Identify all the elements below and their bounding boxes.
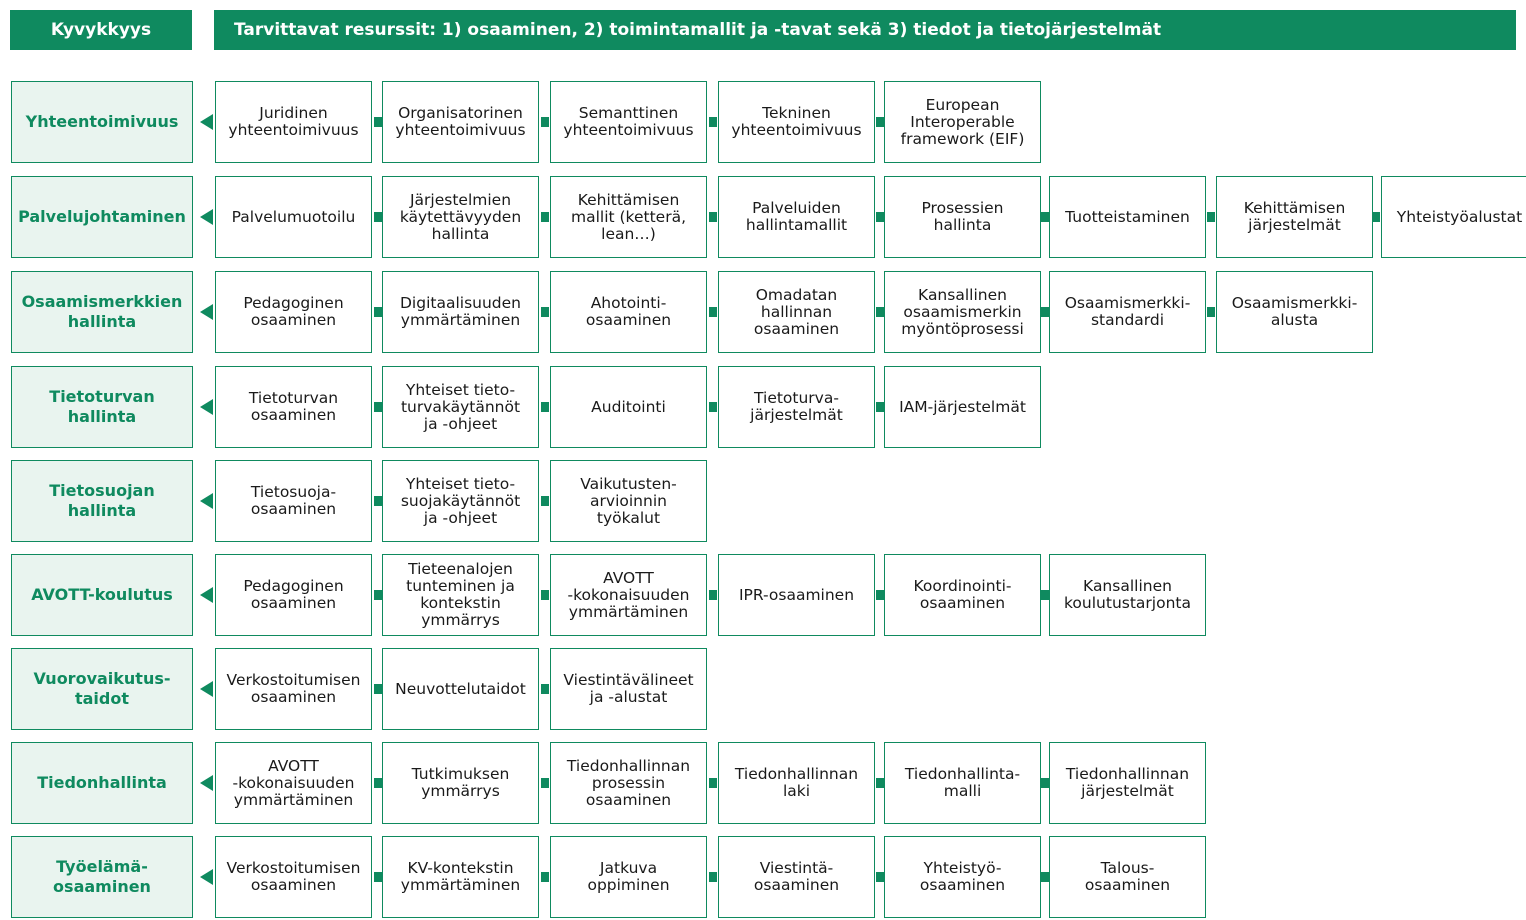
resource-box: Kehittämisen järjestelmät xyxy=(1216,176,1373,258)
connector xyxy=(541,117,549,127)
resource-box: Tekninen yhteentoimivuus xyxy=(718,81,875,163)
connector xyxy=(1041,872,1049,882)
connector xyxy=(709,307,717,317)
resource-box: Osaamismerkki- standardi xyxy=(1049,271,1206,353)
resource-box: Tietoturva- järjestelmät xyxy=(718,366,875,448)
connector xyxy=(374,307,382,317)
resource-box: Neuvottelutaidot xyxy=(382,648,539,730)
arrow-left-icon xyxy=(200,493,213,509)
capability-label: Tietosuojan hallinta xyxy=(11,460,193,542)
connector xyxy=(541,496,549,506)
connector xyxy=(541,778,549,788)
arrow-left-icon xyxy=(200,775,213,791)
resource-box: Pedagoginen osaaminen xyxy=(215,271,372,353)
resource-box: Yhteistyö- osaaminen xyxy=(884,836,1041,918)
header-capability: Kyvykkyys xyxy=(10,10,192,50)
resource-box: Tiedonhallinta- malli xyxy=(884,742,1041,824)
arrow-left-icon xyxy=(200,304,213,320)
connector xyxy=(709,212,717,222)
capability-label: Työelämä- osaaminen xyxy=(11,836,193,918)
connector xyxy=(1207,307,1215,317)
resource-box: Tiedonhallinnan järjestelmät xyxy=(1049,742,1206,824)
resource-box: Kansallinen osaamismerkin myöntöprosessi xyxy=(884,271,1041,353)
resource-box: Viestintävälineet ja -alustat xyxy=(550,648,707,730)
resource-box: Palvelumuotoilu xyxy=(215,176,372,258)
resource-box: Tiedonhallinnan laki xyxy=(718,742,875,824)
arrow-left-icon xyxy=(200,869,213,885)
resource-box: Yhteiset tieto- turvakäytännöt ja -ohjeet xyxy=(382,366,539,448)
resource-box: KV-kontekstin ymmärtäminen xyxy=(382,836,539,918)
resource-box: Verkostoitumisen osaaminen xyxy=(215,648,372,730)
resource-box: Osaamismerkki- alusta xyxy=(1216,271,1373,353)
header-resources: Tarvittavat resurssit: 1) osaaminen, 2) toimintamallit ja -tavat sekä 3) tiedot ja tietojärjestelmät xyxy=(214,10,1516,50)
connector xyxy=(709,872,717,882)
connector xyxy=(374,496,382,506)
resource-box: Järjestelmien käytettävyyden hallinta xyxy=(382,176,539,258)
connector xyxy=(541,590,549,600)
connector xyxy=(876,402,884,412)
connector xyxy=(876,212,884,222)
resource-box: Tietosuoja- osaaminen xyxy=(215,460,372,542)
resource-box: Prosessien hallinta xyxy=(884,176,1041,258)
capability-row xyxy=(0,554,1526,638)
connector xyxy=(541,684,549,694)
resource-box: Vaikutusten- arvioinnin työkalut xyxy=(550,460,707,542)
capability-row xyxy=(0,742,1526,826)
resource-box: AVOTT -kokonaisuuden ymmärtäminen xyxy=(215,742,372,824)
connector xyxy=(876,590,884,600)
connector xyxy=(709,402,717,412)
connector xyxy=(541,212,549,222)
resource-box: Auditointi xyxy=(550,366,707,448)
connector xyxy=(541,872,549,882)
connector xyxy=(876,778,884,788)
connector xyxy=(1207,212,1215,222)
resource-box: Organisatorinen yhteentoimivuus xyxy=(382,81,539,163)
resource-box: Pedagoginen osaaminen xyxy=(215,554,372,636)
connector xyxy=(709,778,717,788)
resource-box: Tiedonhallinnan prosessin osaaminen xyxy=(550,742,707,824)
capability-row xyxy=(0,648,1526,732)
capability-row xyxy=(0,836,1526,920)
capability-row xyxy=(0,271,1526,355)
resource-box: IPR-osaaminen xyxy=(718,554,875,636)
resource-box: European Interoperable framework (EIF) xyxy=(884,81,1041,163)
connector xyxy=(876,872,884,882)
capability-label: Vuorovaikutus- taidot xyxy=(11,648,193,730)
connector xyxy=(374,684,382,694)
arrow-left-icon xyxy=(200,587,213,603)
arrow-left-icon xyxy=(200,681,213,697)
capability-label: Palvelujohtaminen xyxy=(11,176,193,258)
capability-row xyxy=(0,176,1526,260)
connector xyxy=(374,117,382,127)
connector xyxy=(709,590,717,600)
resource-box: Ahotointi- osaaminen xyxy=(550,271,707,353)
resource-box: Tieteenalojen tunteminen ja kontekstin ymmärrys xyxy=(382,554,539,636)
connector xyxy=(1041,590,1049,600)
capability-label: Tiedonhallinta xyxy=(11,742,193,824)
resource-box: Jatkuva oppiminen xyxy=(550,836,707,918)
connector xyxy=(1041,778,1049,788)
resource-box: Juridinen yhteentoimivuus xyxy=(215,81,372,163)
resource-box: AVOTT -kokonaisuuden ymmärtäminen xyxy=(550,554,707,636)
connector xyxy=(374,778,382,788)
resource-box: Tietoturvan osaaminen xyxy=(215,366,372,448)
arrow-left-icon xyxy=(200,209,213,225)
connector xyxy=(374,590,382,600)
capability-row xyxy=(0,460,1526,544)
connector xyxy=(876,307,884,317)
resource-box: Tutkimuksen ymmärrys xyxy=(382,742,539,824)
resource-box: Kehittämisen mallit (ketterä, lean…) xyxy=(550,176,707,258)
connector xyxy=(541,402,549,412)
connector xyxy=(541,307,549,317)
resource-box: Yhteiset tieto- suojakäytännöt ja -ohjeet xyxy=(382,460,539,542)
capability-label: AVOTT-koulutus xyxy=(11,554,193,636)
connector xyxy=(374,402,382,412)
connector xyxy=(374,872,382,882)
connector xyxy=(876,117,884,127)
capability-label: Yhteentoimivuus xyxy=(11,81,193,163)
resource-box: Digitaalisuuden ymmärtäminen xyxy=(382,271,539,353)
resource-box: Omadatan hallinnan osaaminen xyxy=(718,271,875,353)
connector xyxy=(1372,212,1380,222)
resource-box: IAM-järjestelmät xyxy=(884,366,1041,448)
arrow-left-icon xyxy=(200,114,213,130)
resource-box: Verkostoitumisen osaaminen xyxy=(215,836,372,918)
resource-box: Viestintä- osaaminen xyxy=(718,836,875,918)
capability-row xyxy=(0,366,1526,450)
capability-label: Osaamismerkkien hallinta xyxy=(11,271,193,353)
resource-box: Yhteistyöalustat xyxy=(1381,176,1526,258)
resource-box: Kansallinen koulutustarjonta xyxy=(1049,554,1206,636)
capability-label: Tietoturvan hallinta xyxy=(11,366,193,448)
connector xyxy=(1041,307,1049,317)
resource-box: Palveluiden hallintamallit xyxy=(718,176,875,258)
resource-box: Semanttinen yhteentoimivuus xyxy=(550,81,707,163)
connector xyxy=(1041,212,1049,222)
resource-box: Talous- osaaminen xyxy=(1049,836,1206,918)
connector xyxy=(709,117,717,127)
connector xyxy=(374,212,382,222)
resource-box: Koordinointi- osaaminen xyxy=(884,554,1041,636)
capability-row xyxy=(0,81,1526,165)
arrow-left-icon xyxy=(200,399,213,415)
resource-box: Tuotteistaminen xyxy=(1049,176,1206,258)
